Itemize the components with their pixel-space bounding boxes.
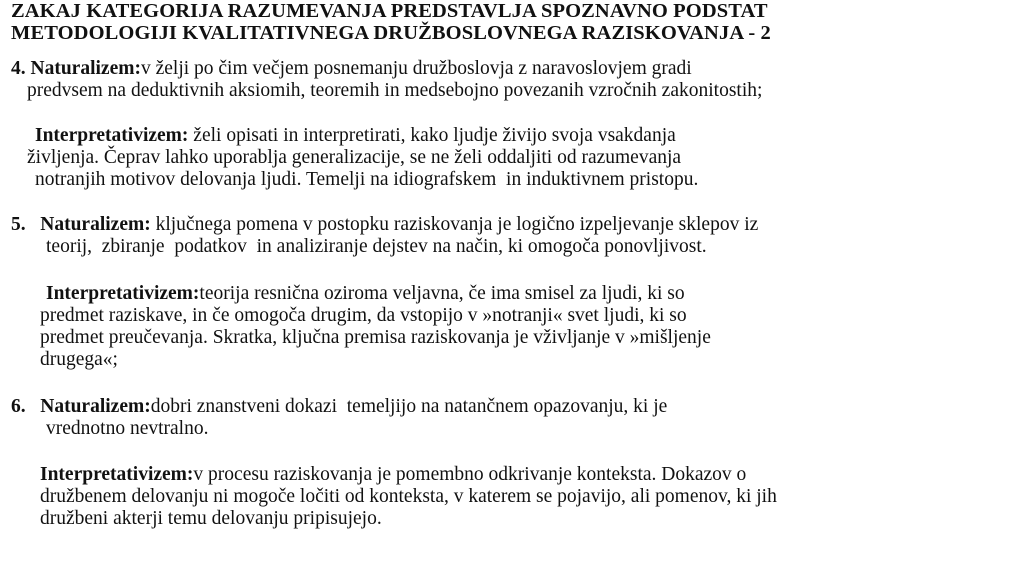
section-6-interpretativizem-line-1 xyxy=(40,464,746,486)
section-5-interpretativizem-line-2: predmet raziskave, in če omogoča drugim, da vstopijo v »notranji« svet ljudi, ki so xyxy=(40,305,687,326)
section-4-naturalizem-line-2: predvsem na deduktivnih aksiomih, teoremih in medsebojno povezanih vzročnih zakonitostih; xyxy=(27,80,763,101)
section-4-interpretativizem-line-2: življenja. Čeprav lahko uporablja generalizacije, se ne želi oddaljiti od razumevanja xyxy=(27,147,682,168)
interpretativizem-label: Interpretativizem: xyxy=(40,464,194,485)
slide-title-line-2: METODOLOGIJI KVALITATIVNEGA DRUŽBOSLOVNEGA RAZISKOVANJA - 2 xyxy=(11,22,771,44)
body-text: v želji po čim večjem posnemanju družboslovja z naravoslovjem gradi xyxy=(140,58,692,79)
interpretativizem-label: Interpretativizem: xyxy=(46,283,200,304)
section-4-interpretativizem-line-3: notranjih motivov delovanja ljudi. Temelji na idiografskem in induktivnem pristopu. xyxy=(35,169,699,190)
section-6-interpretativizem-line-3: družbeni akterji temu delovanju pripisujejo. xyxy=(40,508,382,529)
section-number: 6. xyxy=(11,396,26,417)
section-5-interpretativizem-line-1 xyxy=(46,283,685,305)
body-text: ključnega pomena v postopku raziskovanja je logično izpeljevanje sklepov iz xyxy=(150,214,759,235)
section-5-interpretativizem-line-3: predmet preučevanja. Skratka, ključna premisa raziskovanja je vživljanje v »mišljenje xyxy=(40,327,711,348)
section-6-naturalizem-line-1 xyxy=(11,396,667,418)
body-text: želi opisati in interpretirati, kako ljudje živijo svoja vsakdanja xyxy=(188,125,676,146)
section-5-naturalizem-line-2: teorij, zbiranje podatkov in analiziranje dejstev na način, ki omogoča ponovljivost. xyxy=(46,236,707,257)
body-text: teorija resnična oziroma veljavna, če ima smisel za ljudi, ki so xyxy=(199,283,685,304)
section-number: 5. xyxy=(11,214,26,235)
body-text: dobri znanstveni dokazi temeljijo na natančnem opazovanju, ki je xyxy=(150,396,668,417)
body-text: v procesu raziskovanja je pomembno odkrivanje konteksta. Dokazov o xyxy=(193,464,747,485)
naturalizem-label: Naturalizem: xyxy=(40,214,151,235)
naturalizem-label: Naturalizem: xyxy=(40,396,151,417)
section-number: 4. xyxy=(11,58,26,79)
section-5-naturalizem-line-1 xyxy=(11,214,758,236)
naturalizem-label: Naturalizem: xyxy=(30,58,141,79)
section-4-naturalizem-line-1 xyxy=(11,58,692,80)
section-5-interpretativizem-line-4: drugega«; xyxy=(40,349,118,370)
section-4-interpretativizem-line-1 xyxy=(35,125,676,147)
slide-title-line-1: ZAKAJ KATEGORIJA RAZUMEVANJA PREDSTAVLJA SPOZNAVNO PODSTAT xyxy=(11,0,768,22)
section-6-interpretativizem-line-2: družbenem delovanju ni mogoče ločiti od konteksta, v katerem se pojavijo, ali pomenov, ki jih xyxy=(40,486,777,507)
section-6-naturalizem-line-2: vrednotno nevtralno. xyxy=(46,418,209,439)
slide-title xyxy=(11,0,771,44)
interpretativizem-label: Interpretativizem: xyxy=(35,125,189,146)
